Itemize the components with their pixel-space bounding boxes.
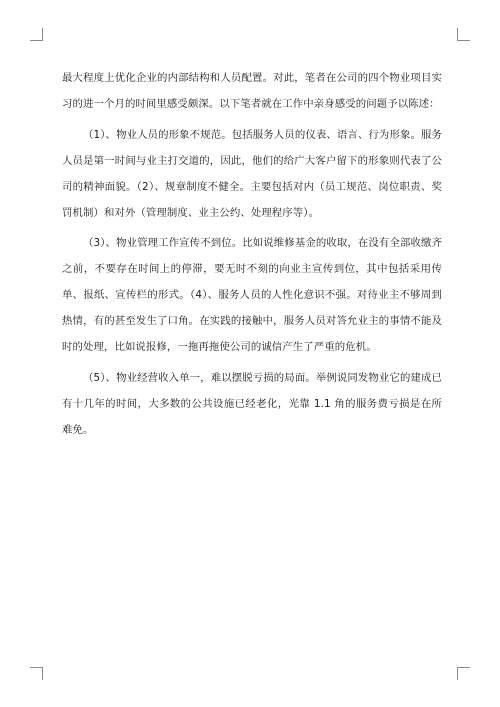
crop-mark-bottom-left [30,667,43,680]
paragraph-issues-3-4: （3）、物业管理工作宣传不到位。比如说维修基金的收取，在没有全部收缴齐之前，不要存在时间上的停滞，要无时不刻的向业主宣传到位，其中包括采用传单、报纸、宣传栏的形式。（4）、服务人员的人性化意识不强。对待业主不够周到热情，有的甚至发生了口角。在实践的接触中，服务人员对答允业主的事情不能及时的处理，比如说报修，一拖再拖使公司的诚信产生了严重的危机。 [62,237,442,354]
crop-mark-top-right [457,28,470,41]
paragraph-intro: 最大程度上优化企业的内部结构和人员配置。对此，笔者在公司的四个物业项目实习的进一个月的时间里感受颇深。以下笔者就在工作中亲身感受的问题予以陈述： [62,72,442,110]
crop-mark-bottom-right [457,667,470,680]
paragraph-issues-1-2: （1）、物业人员的形象不规范。包括服务人员的仪表、语言、行为形象。服务人员是第一时间与业主打交道的，因此，他们的给广大客户留下的形象则代表了公司的精神面貌。（2）、规章制度不健全。主要包括对内（员工规范、岗位职责、奖罚机制）和对外（管理制度、业主公约、处理程序等）。 [62,128,442,219]
crop-mark-top-left [30,28,43,41]
paragraph-issue-5: （5）、物业经营收入单一，难以摆脱亏损的局面。举例说同发物业它的建成已有十几年的时间，大多数的公共设施已经老化，光靠 1.1 角的服务费亏损是在所难免。 [62,371,442,436]
document-body [62,66,442,449]
